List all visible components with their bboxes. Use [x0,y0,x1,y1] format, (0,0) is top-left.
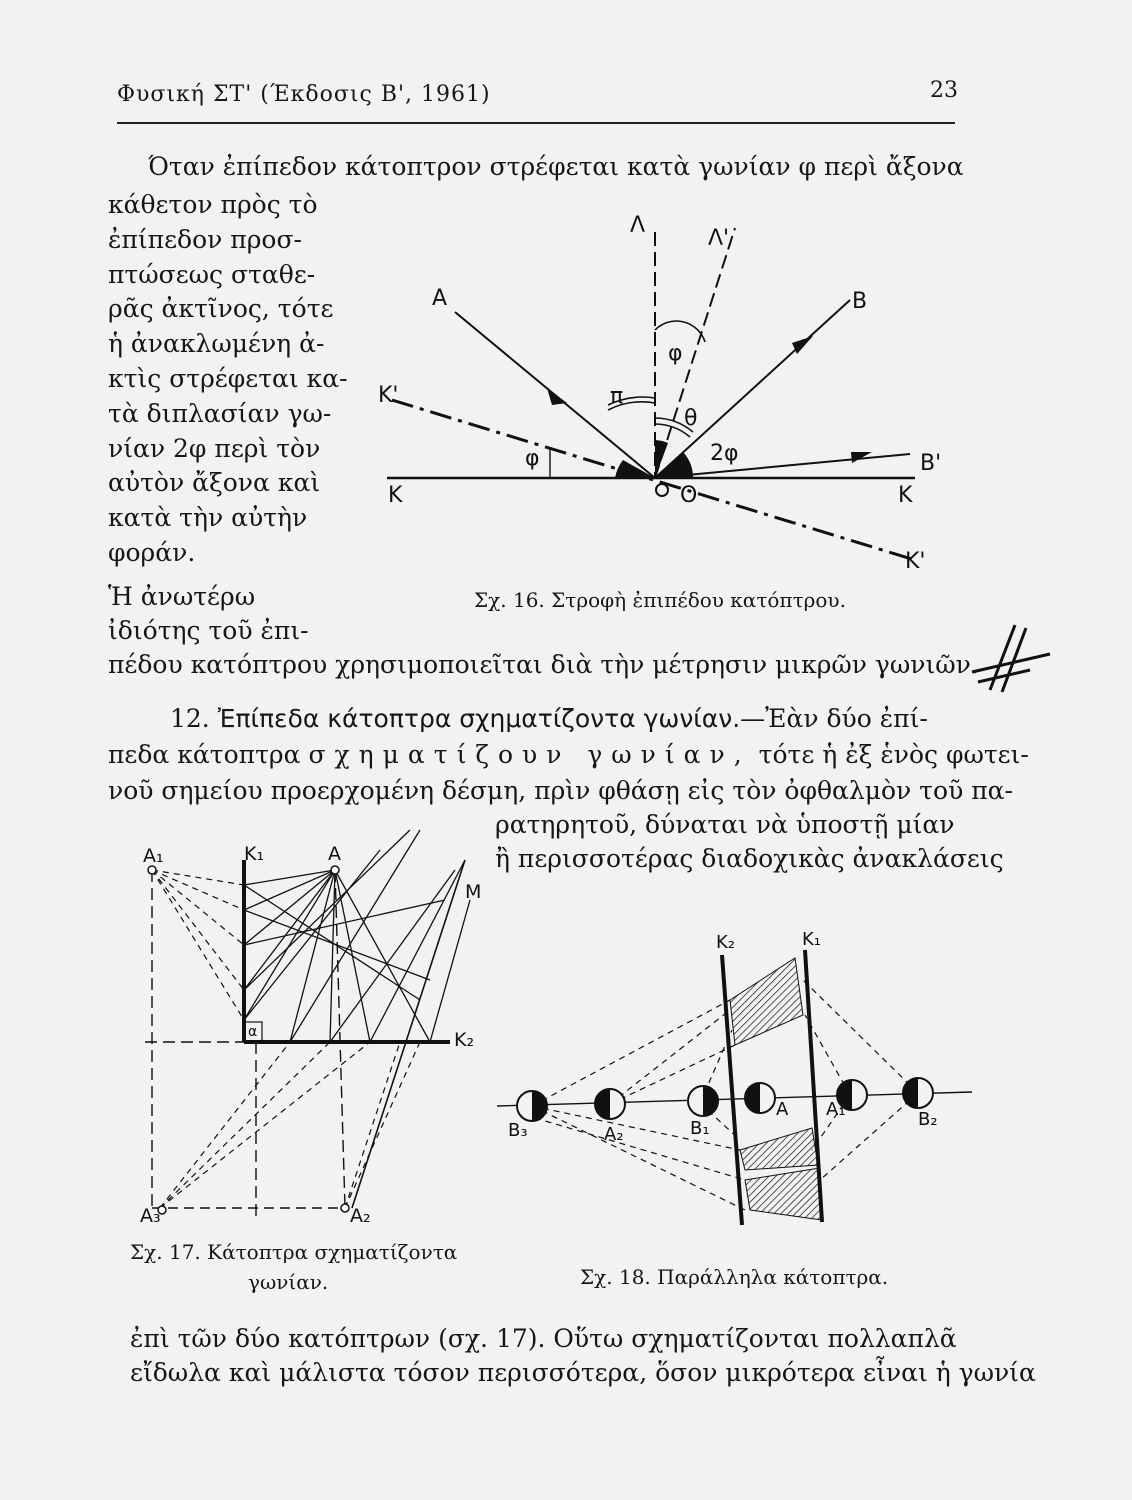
paragraph2-column [108,580,358,648]
label-k1: K₁ [802,929,822,950]
section-12-line-3: νοῦ σημείου προερχομένη δέσμη, πρὶν φθάσῃ εἰς τὸν ὀφθαλμὸν τοῦ πα- [108,776,1013,805]
label-k-left: K [388,483,403,508]
figure-16-diagram [370,200,970,590]
label-k-right: K [898,483,913,508]
figure-18-diagram [490,925,980,1235]
text-line: κάθετον πρὸς τὸ [108,190,318,219]
figure-18-caption: Σχ. 18. Παράλληλα κάτοπτρα. [580,1265,889,1289]
label-a1: A₁ [826,1099,846,1120]
figure-17-caption-line1: Σχ. 17. Κάτοπτρα σχηματίζοντα [130,1240,458,1264]
label-phi-left: φ [525,446,540,471]
text-line: αὐτὸν ἄξονα καὶ [108,468,321,498]
label-theta: θ [684,406,698,431]
final-line-1: ἐπὶ τῶν δύο κατόπτρων (σχ. 17). Οὕτω σχηματίζονται πολλαπλᾶ [130,1324,957,1353]
label-b3: B₃ [508,1120,528,1141]
label-pi: π [610,384,624,409]
text-line: κτὶς στρέφεται κα- [108,363,348,393]
text-line: πτώσεως σταθε- [108,259,316,289]
paragraph1-first-line: Όταν ἐπίπεδον κάτοπτρον στρέφεται κατὰ γωνίαν φ περὶ ἄξονα [148,152,964,181]
paragraph2-last-line: πέδου κατόπτρου χρησιμοποιεῖται διὰ τὴν μέτρησιν μικρῶν γωνιῶν. [108,650,979,679]
label-b: B [852,289,868,314]
figure-17-diagram [130,820,500,1230]
running-header: Φυσική ΣΤ' (Έκδοσις Β', 1961) [117,82,491,107]
text-line: τὰ διπλασίαν γω- [108,398,332,428]
final-line-2: εἴδωλα καὶ μάλιστα τόσον περισσότερα, ὅσον μικρότερα εἶναι ἡ γωνία [130,1358,1036,1387]
label-b2: B₂ [918,1109,938,1130]
label-two-phi: 2φ [710,441,739,466]
section-12-line-4: ρατηρητοῦ, δύναται νὰ ὑποστῇ μίαν [495,810,955,839]
label-alpha: α [248,1024,258,1040]
label-lambda: Λ [630,213,646,238]
section-title: Ἐπίπεδα κάτοπτρα σχηματίζοντα γωνίαν. [217,704,741,733]
spaced-emphasis: σχηματίζουν γωνίαν, [308,740,751,769]
label-a: A [432,286,448,311]
text-line: Ἡ ἀνωτέρω [108,582,256,611]
label-b-prime: B' [920,451,942,476]
text-line: ἐπίπεδον προσ- [108,224,302,254]
text-line: ἰδιότης τοῦ ἐπι- [108,616,309,645]
label-a2: A₂ [604,1124,624,1145]
section-12-heading-line [170,702,928,736]
text-line: φοράν. [108,537,196,567]
label-k2: K₂ [716,932,736,953]
figure-16-caption: Σχ. 16. Στροφὴ ἐπιπέδου κατόπτρου. [474,588,846,612]
label-a2: A₂ [350,1205,371,1227]
text-line: κατὰ τὴν αὐτὴν [108,503,308,533]
label-m: M [465,881,482,903]
text-span: τότε ἡ ἐξ ἑνὸς φωτει- [758,740,1029,769]
label-a: A [328,843,341,865]
figure-17-caption-line2: γωνίαν. [248,1270,329,1294]
section-12-line-5: ἢ περισσοτέρας διαδοχικὰς ἀνακλάσεις [495,844,1004,873]
header-rule [117,122,955,124]
section-12-line-2 [108,738,1029,772]
section-intro: —Ἐὰν δύο ἐπί- [740,704,928,733]
label-a1: A₁ [143,845,164,867]
label-b1: B₁ [690,1118,710,1139]
text-line: ἡ ἀνακλωμένη ἀ- [108,329,325,359]
label-lambda-prime: Λ' [708,226,730,251]
label-k-prime-left: K' [378,383,399,408]
label-k2: K₂ [454,1029,475,1051]
text-span: πεδα κάτοπτρα [108,740,301,769]
text-line: ρᾶς ἀκτῖνος, τότε [108,294,334,324]
label-phi-top: φ [668,341,683,366]
section-number: 12. [170,704,210,733]
text-line: νίαν 2φ περὶ τὸν [108,433,321,463]
label-o: O [680,483,698,508]
page-number: 23 [930,78,958,103]
label-k-prime-right: K' [905,549,926,574]
label-a: A [776,1099,789,1120]
label-a3: A₃ [140,1205,161,1227]
label-k1: K₁ [244,843,265,865]
paragraph1-column [108,188,348,571]
margin-mark [960,620,1060,700]
